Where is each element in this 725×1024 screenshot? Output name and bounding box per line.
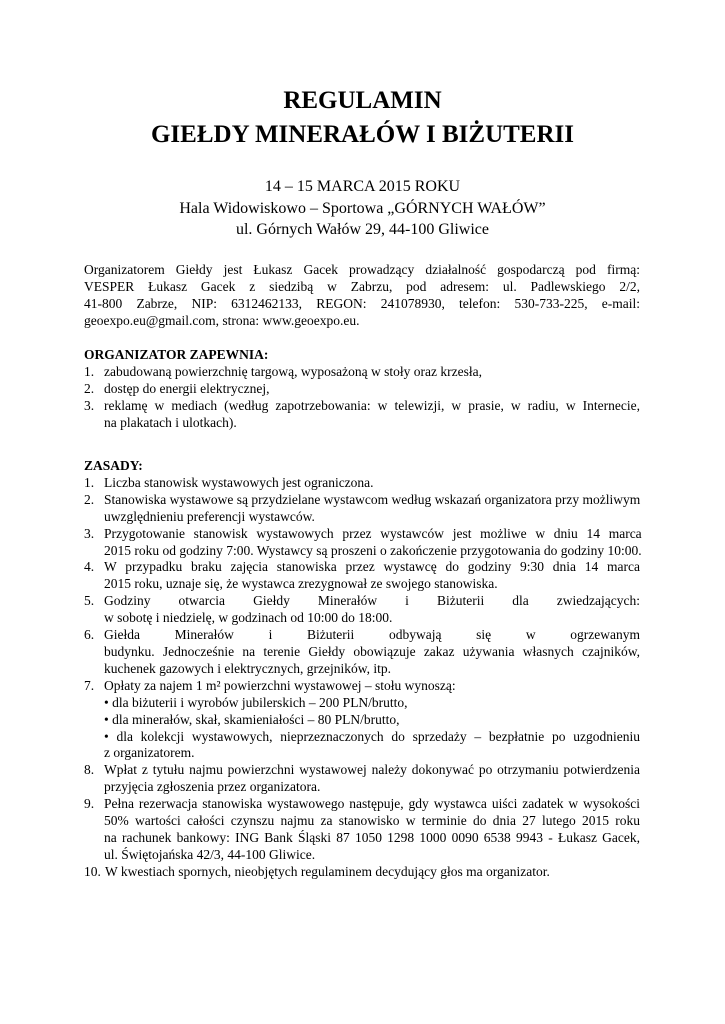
rule-number: 7. — [84, 677, 95, 693]
list-item — [84, 381, 640, 398]
intro-line: VESPER Łukasz Gacek z siedzibą w Zabrzu, pod adresem: ul. Padlewskiego 2/2, — [84, 278, 640, 294]
intro-line: Organizatorem Giełdy jest Łukasz Gacek prowadzący działalność gospodarczą pod firmą: — [84, 262, 640, 277]
rule-number: 9. — [84, 796, 95, 812]
list-text: na plakatach i ulotkach). — [104, 414, 237, 430]
rule-number: 4. — [84, 559, 95, 575]
rule-text: 50% wartości całości czynszu najmu za stanowisko w terminie do dnia 27 lutego 2015 roku — [104, 813, 640, 829]
rule-text: kuchenek gazowych i elektrycznych, grzejników, itp. — [104, 660, 392, 676]
rule-text: uwzględnieniu preferencji wystawców. — [104, 508, 315, 524]
rule-text: Wpłat z tytułu najmu powierzchni wystawowej należy dokonywać po otrzymaniu potwierdzenia — [104, 762, 640, 778]
rules-section — [84, 458, 640, 881]
rule-number: 1. — [84, 474, 95, 490]
rule-text: W przypadku braku zajęcia stanowiska przez wystawcę do godziny 9:30 dnia 14 marca — [104, 559, 640, 575]
event-address: ul. Górnych Wałów 29, 44-100 Gliwice — [235, 221, 490, 238]
list-number: 3. — [84, 397, 95, 413]
rule-text: 2015 roku, uznaje się, że wystawca zrezygnował ze swojego stanowiska. — [104, 576, 498, 592]
rule-number: 10. — [84, 863, 101, 879]
rule-text: na rachunek bankowy: ING Bank Śląski 87 1050 1298 1000 0090 6538 9943 - Łukasz Gacek, — [104, 829, 640, 845]
rule-item — [84, 492, 640, 526]
list-item — [84, 364, 640, 381]
fee-bullet-collections: z organizatorem. — [104, 745, 195, 761]
rule-text: Giełda Minerałów i Biżuterii odbywają się w ogrzewanym — [104, 627, 640, 643]
list-number: 1. — [84, 363, 95, 379]
rule-number: 6. — [84, 627, 95, 643]
rule-text: Przygotowanie stanowisk wystawowych przez wystawców jest możliwe w dniu 14 marca — [104, 525, 642, 541]
rule-text: Opłaty za najem 1 m² powierzchni wystawowej – stołu wynoszą: — [104, 677, 456, 693]
rules-heading: ZASADY: — [84, 458, 143, 473]
rule-text: Pełna rezerwacja stanowiska wystawowego następuje, gdy wystawca uiści zadatek w wysokości — [104, 796, 640, 812]
rule-item — [84, 678, 640, 763]
list-number: 2. — [84, 380, 95, 396]
list-text: reklamę w mediach (według zapotrzebowania: w telewizji, w prasie, w radiu, w Internecie, — [104, 397, 640, 413]
fee-bullet-jewelry: • dla biżuterii i wyrobów jubilerskich – 200 PLN/brutto, — [104, 694, 408, 710]
rule-text: 2015 roku od godziny 7:00. Wystawcy są proszeni o zakończenie przygotowania do godziny 10:00. — [104, 542, 642, 558]
intro-paragraph — [84, 262, 640, 330]
rule-text: W kwestiach spornych, nieobjętych regulaminem decydujący głos ma organizator. — [105, 863, 550, 879]
rule-text: Godziny otwarcia Giełdy Minerałów i Biżuterii dla zwiedzających: — [104, 593, 640, 609]
organizer-section — [84, 347, 640, 432]
list-text: zabudowaną powierzchnię targową, wyposażoną w stoły oraz krzesła, — [104, 363, 482, 379]
organizer-heading: ORGANIZATOR ZAPEWNIA: — [84, 347, 269, 362]
rule-item — [84, 526, 640, 560]
rule-item — [84, 864, 640, 881]
event-venue: Hala Widowiskowo – Sportowa „GÓRNYCH WAŁÓW” — [179, 200, 546, 217]
rule-item — [84, 475, 640, 492]
rule-item — [84, 796, 640, 864]
rule-text: budynku. Jednocześnie na terenie Giełdy obowiązuje zakaz używania własnych czajników, — [104, 643, 640, 659]
rule-item — [84, 593, 640, 627]
rule-item — [84, 762, 640, 796]
rule-text: Liczba stanowisk wystawowych jest ograniczona. — [104, 474, 374, 490]
intro-line: geoexpo.eu@gmail.com, strona: www.geoexpo.eu. — [84, 312, 360, 328]
list-item — [84, 398, 640, 432]
rule-number: 3. — [84, 525, 95, 541]
rule-text: Stanowiska wystawowe są przydzielane wystawcom według wskazań organizatora przy możliwym — [104, 491, 641, 507]
rule-number: 2. — [84, 491, 95, 507]
intro-line: 41-800 Zabrze, NIP: 6312462133, REGON: 241078930, telefon: 530-733-225, e-mail: — [84, 295, 640, 311]
rule-text: przyjęcia zgłoszenia przez organizatora. — [104, 779, 321, 795]
rule-number: 5. — [84, 593, 95, 609]
list-text: dostęp do energii elektrycznej, — [104, 380, 270, 396]
document-title: REGULAMIN — [283, 87, 442, 114]
rule-text: ul. Świętojańska 42/3, 44-100 Gliwice. — [104, 846, 316, 862]
fee-bullet-minerals: • dla minerałów, skał, skamieniałości – 80 PLN/brutto, — [104, 711, 400, 727]
rule-number: 8. — [84, 762, 95, 778]
document-subtitle: GIEŁDY MINERAŁÓW I BIŻUTERII — [150, 121, 574, 148]
event-date: 14 – 15 MARCA 2015 ROKU — [264, 178, 461, 195]
rule-text: w sobotę i niedzielę, w godzinach od 10:00 do 18:00. — [104, 610, 393, 626]
rule-item — [84, 559, 640, 593]
fee-bullet-collections: • dla kolekcji wystawowych, nieprzeznaczonych do sprzedaży – bezpłatnie po uzgodnieniu — [104, 728, 640, 744]
rule-item — [84, 627, 640, 678]
